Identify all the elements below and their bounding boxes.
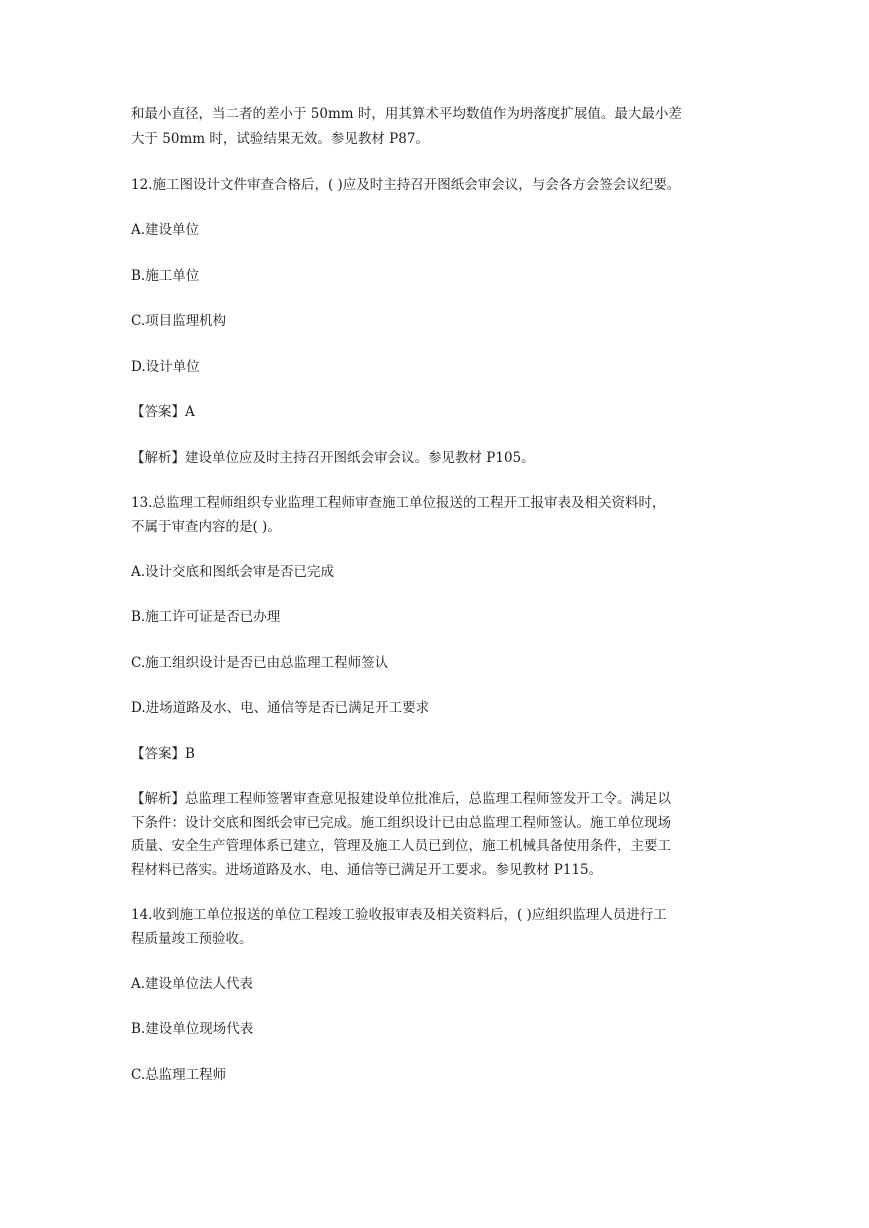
q12-option-d: D.设计单位: [131, 359, 200, 375]
q13-option-d: D.进场道路及水、电、通信等是否已满足开工要求: [131, 700, 430, 716]
q13-analysis-line-3: 质量、安全生产管理体系已建立，管理及施工人员已到位，施工机械具备使用条件，主要工: [131, 838, 671, 854]
q14-question-line-1: 14.收到施工单位报送的单位工程竣工验收报审表及相关资料后，( )应组织监理人员进行工: [131, 907, 667, 923]
q12-question: 12.施工图设计文件审查合格后，( )应及时主持召开图纸会审会议，与会各方会签会议纪要。: [131, 177, 681, 193]
q12-answer: 【答案】A: [131, 404, 195, 420]
q12-option-a: A.建设单位: [131, 222, 200, 238]
q11-analysis-line-1: 和最小直径，当二者的差小于 50mm 时，用其算术平均数值作为坍落度扩展值。最大最小差: [131, 106, 682, 122]
q13-option-a: A.设计交底和图纸会审是否已完成: [131, 564, 335, 580]
q13-analysis-line-4: 程材料已落实。进场道路及水、电、通信等已满足开工要求。参见教材 P115。: [131, 862, 603, 878]
q12-option-c: C.项目监理机构: [131, 313, 227, 329]
q12-analysis: 【解析】建设单位应及时主持召开图纸会审会议。参见教材 P105。: [131, 450, 535, 466]
q13-option-c: C.施工组织设计是否已由总监理工程师签认: [131, 655, 389, 671]
q14-option-a: A.建设单位法人代表: [131, 976, 254, 992]
q13-option-b: B.施工许可证是否已办理: [131, 609, 281, 625]
q12-option-b: B.施工单位: [131, 268, 200, 284]
q14-option-b: B.建设单位现场代表: [131, 1021, 254, 1037]
q14-question-line-2: 程质量竣工预验收。: [131, 931, 253, 947]
q14-option-c: C.总监理工程师: [131, 1067, 227, 1083]
q11-analysis-line-2: 大于 50mm 时，试验结果无效。参见教材 P87。: [131, 131, 429, 147]
q13-answer: 【答案】B: [131, 746, 195, 762]
q13-analysis-line-1: 【解析】总监理工程师签署审查意见报建设单位批准后，总监理工程师签发开工令。满足以: [131, 791, 671, 807]
q13-analysis-line-2: 下条件：设计交底和图纸会审已完成。施工组织设计已由总监理工程师签认。施工单位现场: [131, 815, 671, 831]
q13-question-line-2: 不属于审查内容的是( )。: [131, 519, 281, 535]
q13-question-line-1: 13.总监理工程师组织专业监理工程师审查施工单位报送的工程开工报审表及相关资料时，: [131, 495, 666, 511]
